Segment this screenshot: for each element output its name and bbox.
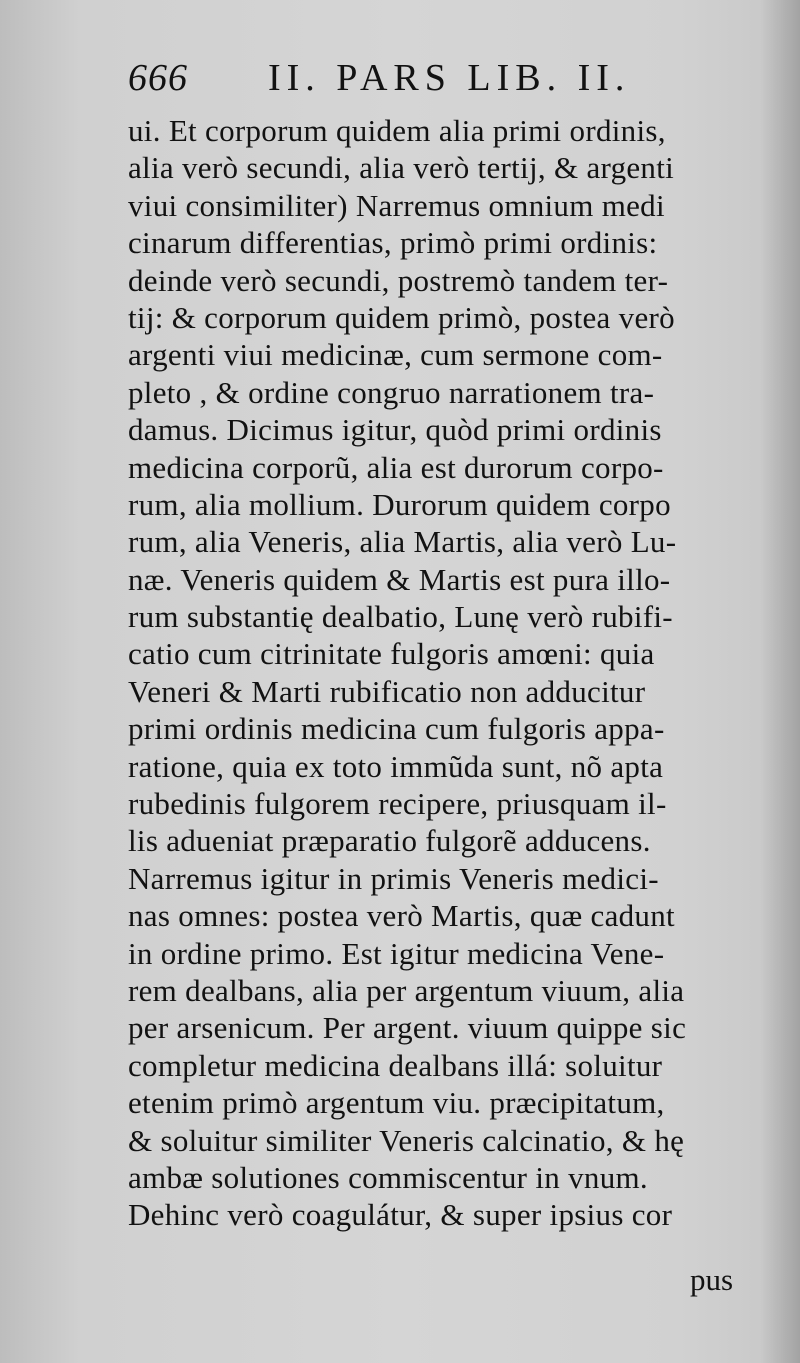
text-line: rem dealbans, alia per argentum viuum, alia: [128, 972, 685, 1008]
text-line: rum substantię dealbatio, Lunę verò rubifi-: [128, 599, 673, 635]
text-line: cinarum differentias, primò primi ordinis:: [128, 225, 658, 261]
text-line: ratione, quia ex toto immũda sunt, nõ apta: [128, 748, 664, 784]
running-head: [128, 56, 688, 108]
text-line: & soluitur similiter Veneris calcinatio, & hę: [128, 1122, 685, 1158]
text-line: Narremus igitur in primis Veneris medici-: [128, 860, 659, 896]
text-line: lis adueniat præparatio fulgorẽ adducens.: [128, 823, 651, 859]
body-text: [128, 112, 748, 1234]
text-line: etenim primò argentum viu. præcipitatum,: [128, 1085, 665, 1121]
text-line: viui consimiliter) Narremus omnium medi: [128, 187, 665, 223]
text-line: completur medicina dealbans illá: soluitur: [128, 1047, 663, 1083]
text-line: rubedinis fulgorem recipere, priusquam il-: [128, 786, 667, 822]
catchword: pus: [690, 1262, 734, 1297]
text-line: ui. Et corporum quidem alia primi ordinis,: [128, 113, 666, 148]
page-number: 666: [128, 57, 188, 99]
text-line: rum, alia mollium. Durorum quidem corpo: [128, 486, 671, 522]
text-line: primi ordinis medicina cum fulgoris appa-: [128, 711, 665, 747]
text-line: per arsenicum. Per argent. viuum quippe sic: [128, 1010, 687, 1046]
text-line: argenti viui medicinæ, cum sermone com-: [128, 337, 663, 373]
text-line: medicina corporũ, alia est durorum corpo-: [128, 449, 664, 485]
text-line: in ordine primo. Est igitur medicina Vene-: [128, 935, 665, 971]
text-line: næ. Veneris quidem & Martis est pura illo-: [128, 561, 671, 597]
text-line: ambæ solutiones commiscentur in vnum.: [128, 1159, 648, 1195]
text-line: rum, alia Veneris, alia Martis, alia verò Lu-: [128, 524, 677, 560]
text-line: Dehinc verò coagulátur, & super ipsius cor: [128, 1197, 673, 1233]
text-line: Veneri & Marti rubificatio non adducitur: [128, 673, 646, 709]
text-line: nas omnes: postea verò Martis, quæ cadunt: [128, 898, 675, 934]
running-head-title: II. PARS LIB. II.: [268, 57, 631, 99]
text-line: catio cum citrinitate fulgoris amœni: quia: [128, 636, 655, 672]
text-line: pleto , & ordine congruo narrationem tra-: [128, 374, 655, 410]
gutter-shadow: [760, 0, 800, 1363]
text-line: damus. Dicimus igitur, quòd primi ordinis: [128, 412, 662, 448]
text-line: tij: & corporum quidem primò, postea verò: [128, 299, 675, 335]
text-line: alia verò secundi, alia verò tertij, & argenti: [128, 150, 675, 186]
text-line: deinde verò secundi, postremò tandem ter-: [128, 262, 669, 298]
